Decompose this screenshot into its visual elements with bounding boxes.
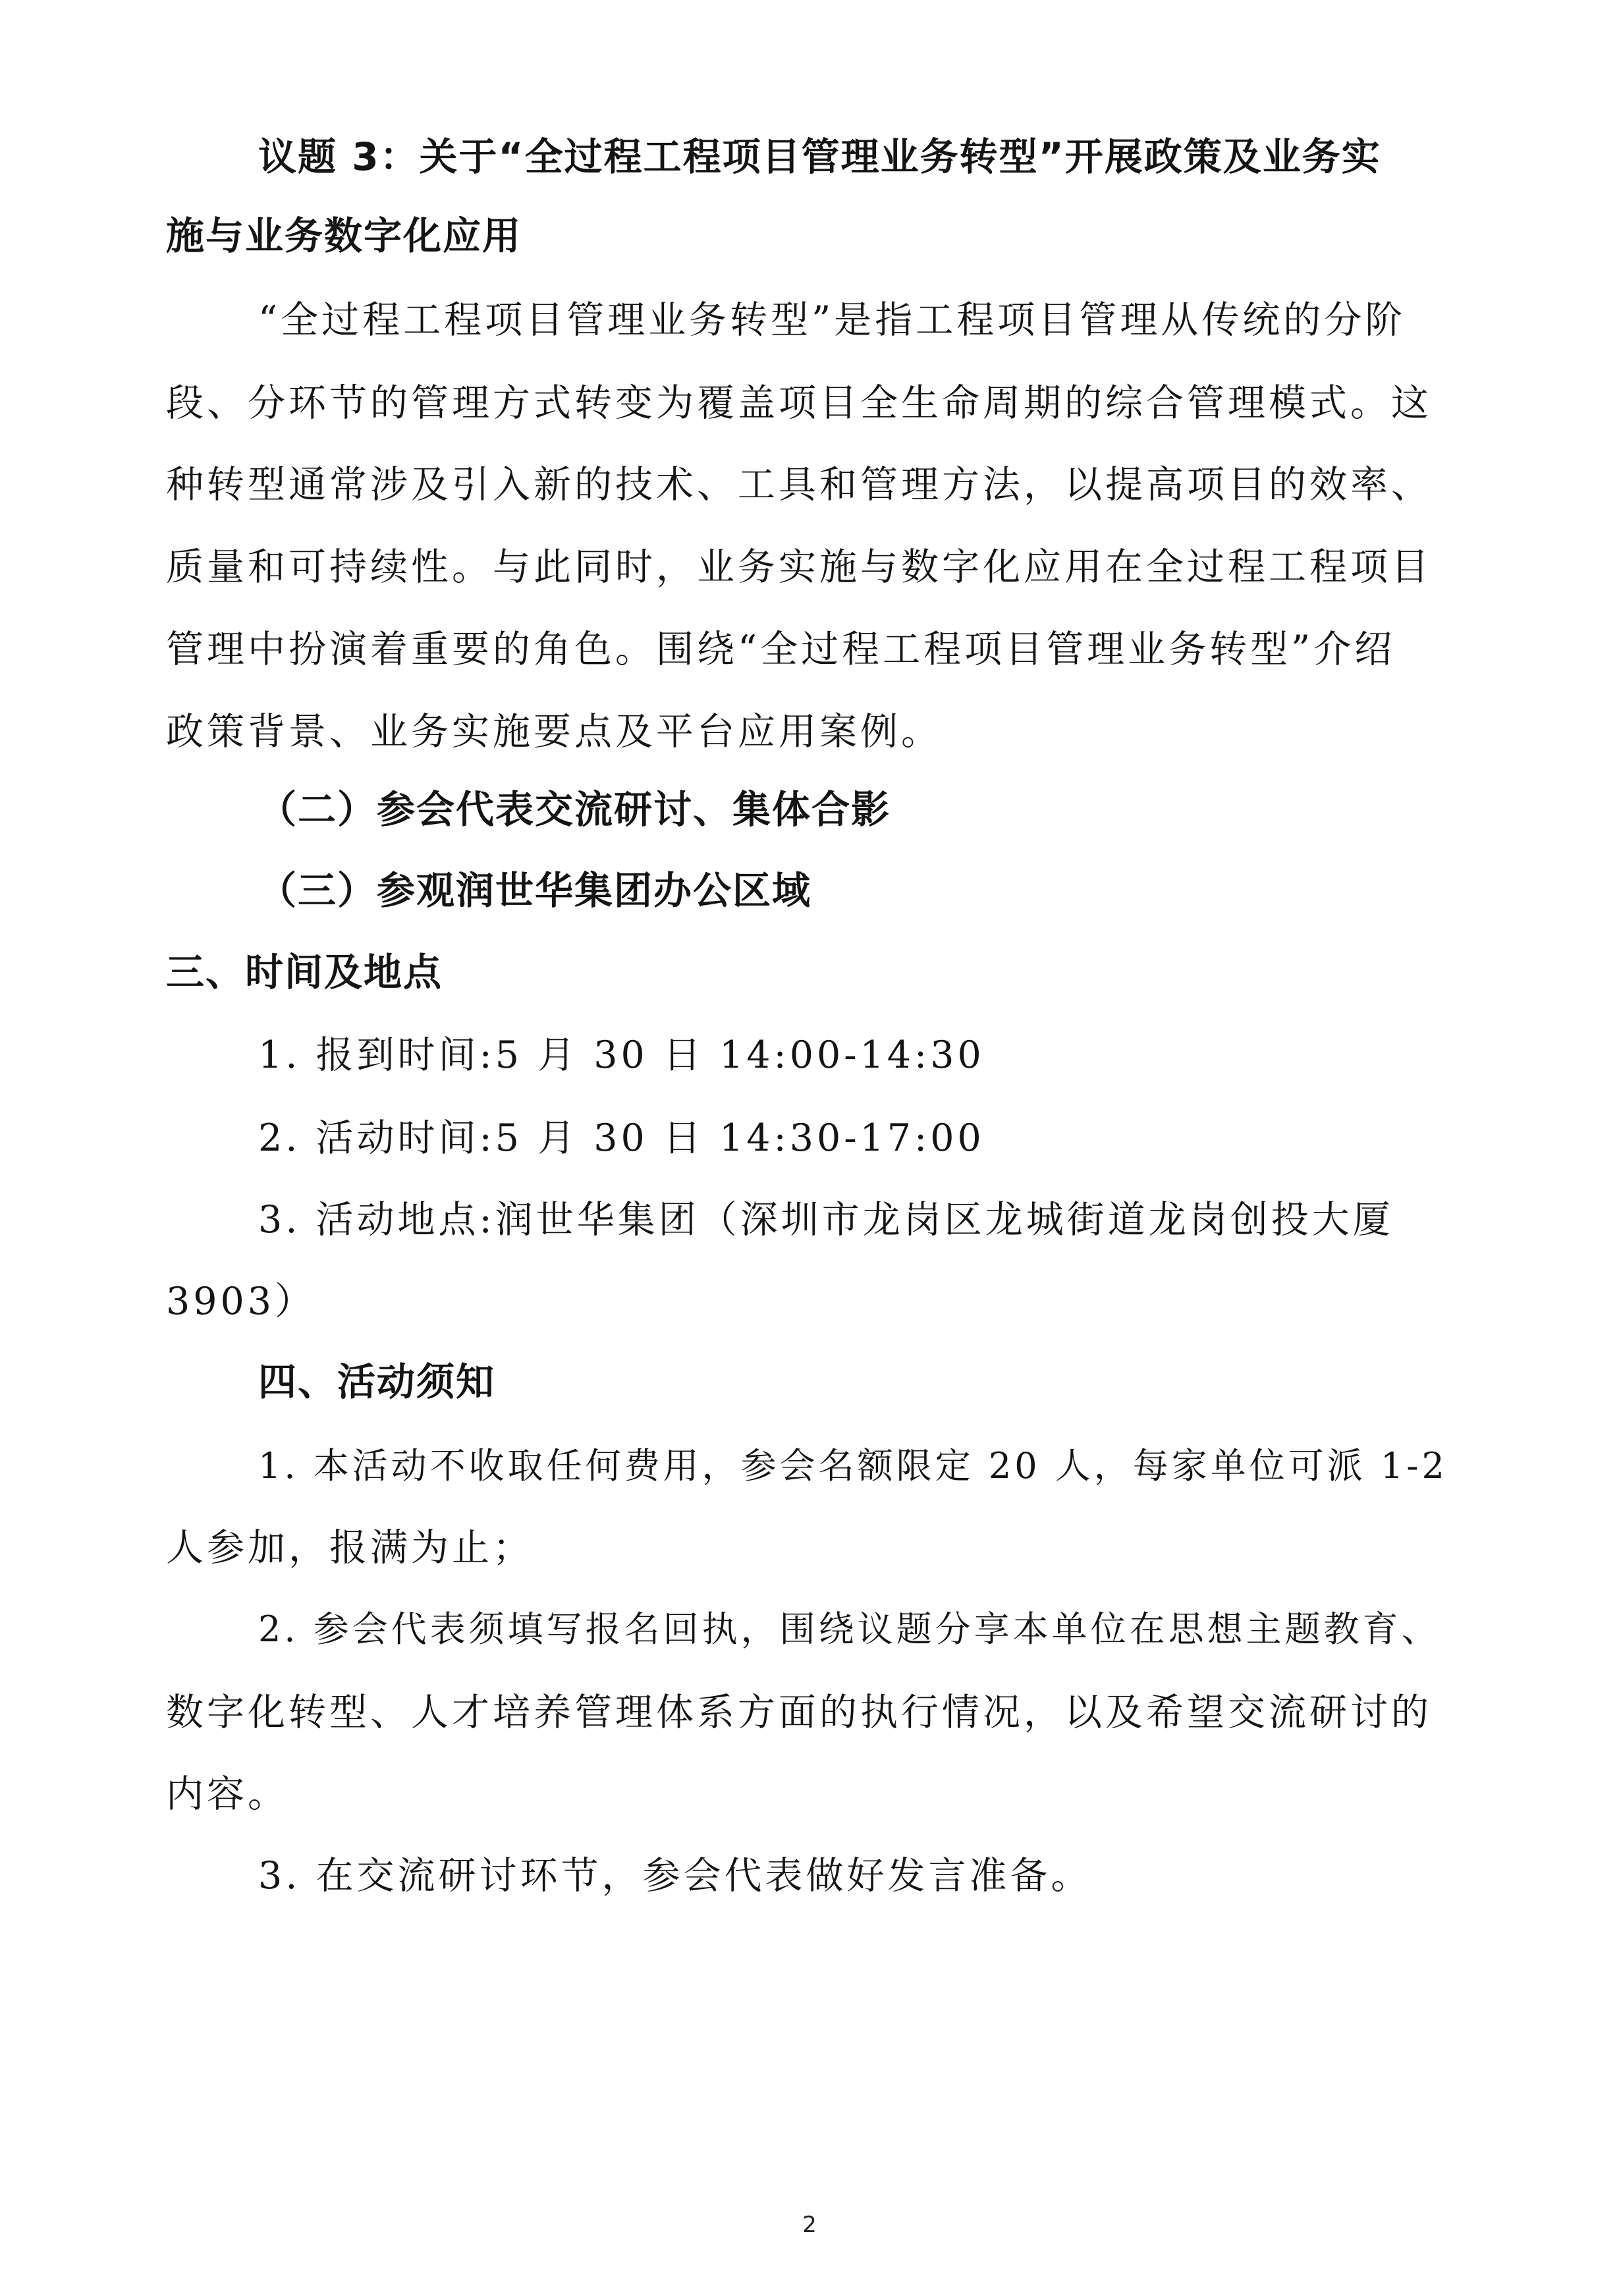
- topic3-paragraph-line4: 质量和可持续性。与此同时，业务实施与数字化应用在全过程工程项目: [166, 545, 1432, 589]
- section-time-heading: 三、时间及地点: [166, 950, 443, 995]
- time-item-location-cont: 3903）: [166, 1280, 316, 1323]
- topic3-paragraph-line3: 种转型通常涉及引入新的技术、工具和管理方法，以提高项目的效率、: [166, 463, 1432, 506]
- notice-item-1-line2: 人参加，报满为止；: [166, 1526, 534, 1570]
- topic3-paragraph-line2: 段、分环节的管理方式转变为覆盖项目全生命周期的综合管理模式。这: [166, 381, 1432, 425]
- notice-item-2-line1: 2. 参会代表须填写报名回执，围绕议题分享本单位在思想主题教育、: [258, 1608, 1441, 1650]
- page-number: 2: [802, 2212, 817, 2238]
- time-item-registration: 1. 报到时间:5 月 30 日 14:00-14:30: [258, 1033, 985, 1077]
- topic3-paragraph-line1: “全过程工程项目管理业务转型”是指工程项目管理从传统的分阶: [258, 298, 1406, 342]
- notice-item-2-line2: 数字化转型、人才培养管理体系方面的执行情况，以及希望交流研讨的: [166, 1691, 1432, 1734]
- time-item-activity: 2. 活动时间:5 月 30 日 14:30-17:00: [258, 1116, 985, 1160]
- topic3-paragraph-line5: 管理中扮演着重要的角色。围绕“全过程工程项目管理业务转型”介绍: [166, 628, 1396, 671]
- notice-item-3: 3. 在交流研讨环节，参会代表做好发言准备。: [258, 1854, 1092, 1898]
- topic3-title-line2: 施与业务数字化应用: [166, 213, 522, 258]
- notice-item-1-line1: 1. 本活动不收取任何费用，参会名额限定 20 人，每家单位可派 1-2: [258, 1445, 1448, 1487]
- section-notice-heading: 四、活动须知: [258, 1359, 496, 1404]
- subsection-exchange: （二）参会代表交流研讨、集体合影: [258, 787, 891, 832]
- topic3-paragraph-line6: 政策背景、业务实施要点及平台应用案例。: [166, 710, 942, 753]
- time-item-location: 3. 活动地点:润世华集团（深圳市龙岗区龙城街道龙岗创投大厦: [258, 1198, 1394, 1242]
- subsection-visit: （三）参观润世华集团办公区域: [258, 868, 812, 913]
- topic3-title-line1: 议题 3：关于“全过程工程项目管理业务转型”开展政策及业务实: [258, 134, 1381, 179]
- notice-item-2-line3: 内容。: [166, 1772, 288, 1816]
